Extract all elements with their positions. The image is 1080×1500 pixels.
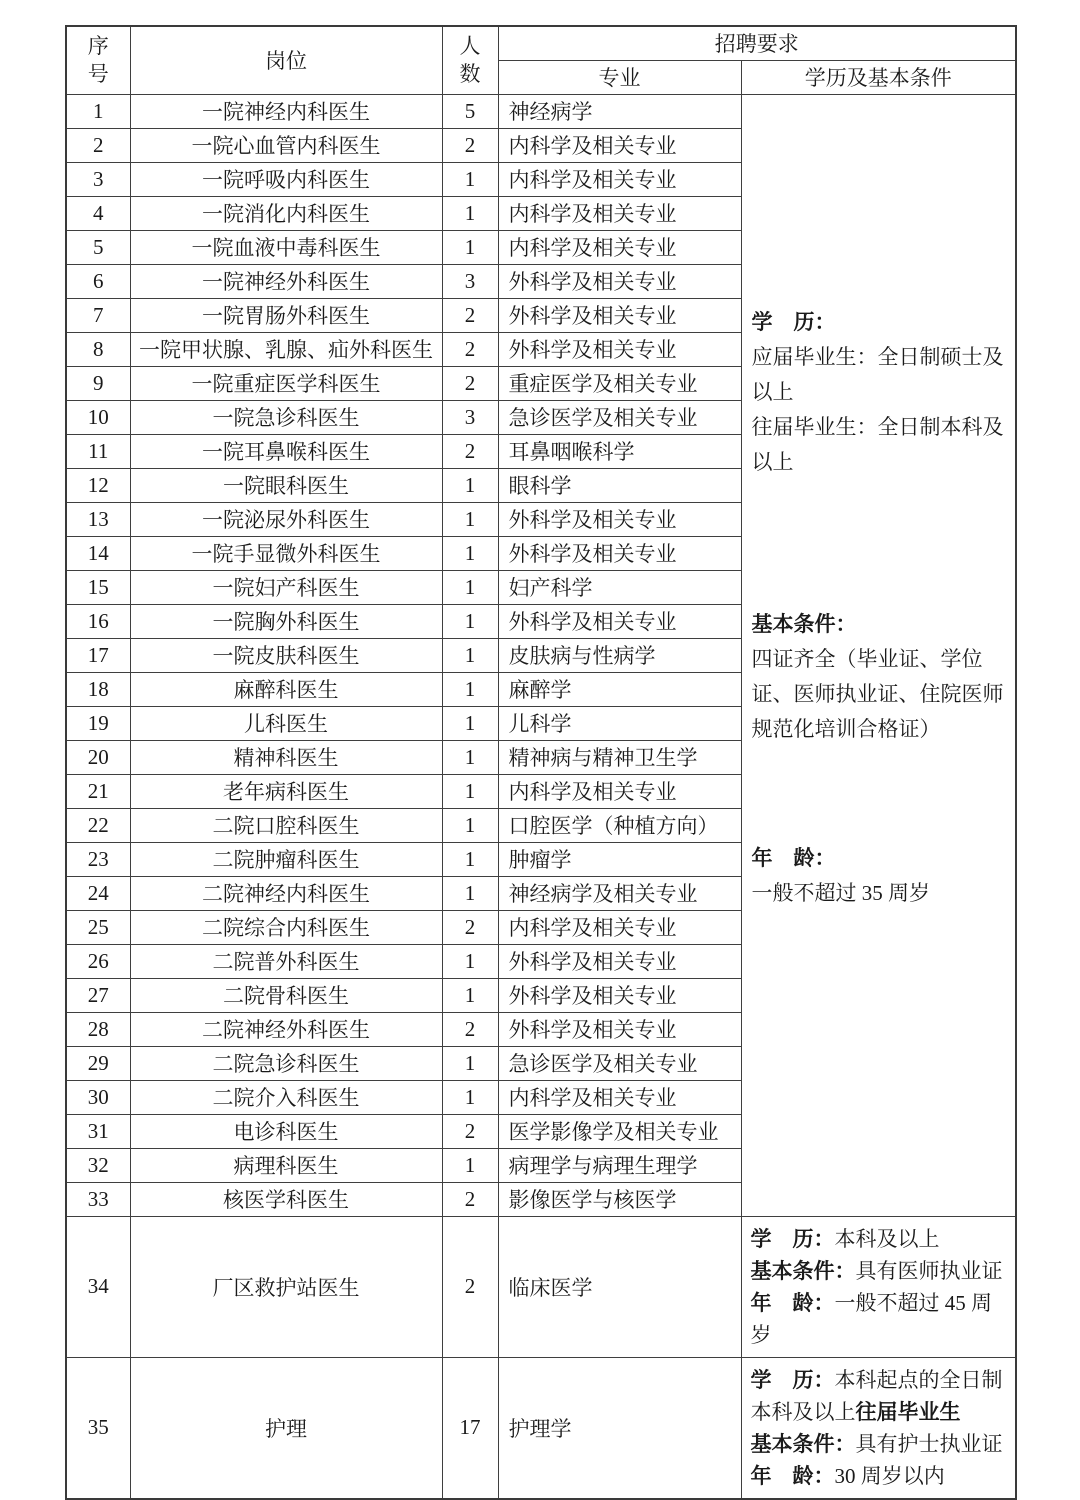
- position-cell: 二院普外科医生: [130, 944, 442, 978]
- table-body: [66, 94, 1016, 1499]
- basic-conditions-label: 基本条件：: [750, 1431, 856, 1456]
- basic-conditions-text: 四证齐全（毕业证、学位证、医师执业证、住院医师规范化培训合格证）: [751, 646, 1004, 741]
- header-row-top: [66, 26, 1016, 60]
- row-number-cell: 22: [66, 808, 130, 842]
- education-text-emphasis: 往届毕业生: [855, 1399, 961, 1424]
- count-cell: 1: [442, 1148, 498, 1182]
- major-cell: 精神病与精神卫生学: [498, 740, 741, 774]
- row-number-cell: 16: [66, 604, 130, 638]
- position-cell: 一院手显微外科医生: [130, 536, 442, 570]
- count-cell: 3: [442, 400, 498, 434]
- count-cell: 1: [442, 842, 498, 876]
- row-number-cell: 18: [66, 672, 130, 706]
- major-cell: 妇产科学: [498, 570, 741, 604]
- major-cell: 皮肤病与性病学: [498, 638, 741, 672]
- row-number-cell: 25: [66, 910, 130, 944]
- count-cell: 2: [442, 910, 498, 944]
- row-number-cell: 13: [66, 502, 130, 536]
- header-education: 学历及基本条件: [741, 60, 1016, 94]
- position-cell: 厂区救护站医生: [130, 1216, 442, 1357]
- header-count: [442, 26, 498, 94]
- row-number-cell: 15: [66, 570, 130, 604]
- major-cell: 眼科学: [498, 468, 741, 502]
- major-cell: 外科学及相关专业: [498, 978, 741, 1012]
- education-previous-graduates-line: 往届毕业生：全日制本科及以上: [751, 414, 1004, 474]
- position-cell: 二院肿瘤科医生: [130, 842, 442, 876]
- position-cell: 一院胃肠外科医生: [130, 298, 442, 332]
- count-cell: 1: [442, 706, 498, 740]
- basic-conditions-text: 具有护士执业证: [855, 1431, 1003, 1456]
- row-number-cell: 27: [66, 978, 130, 1012]
- count-cell: 3: [442, 264, 498, 298]
- position-cell: 二院神经内科医生: [130, 876, 442, 910]
- count-cell: 1: [442, 638, 498, 672]
- count-cell: 1: [442, 876, 498, 910]
- count-cell: 1: [442, 468, 498, 502]
- major-cell: 口腔医学（种植方向）: [498, 808, 741, 842]
- header-no-label: 序号: [87, 33, 109, 87]
- education-label: 学 历：: [751, 309, 836, 334]
- position-cell: 一院血液中毒科医生: [130, 230, 442, 264]
- major-cell: 外科学及相关专业: [498, 1012, 741, 1046]
- major-cell: 重症医学及相关专业: [498, 366, 741, 400]
- major-cell: 外科学及相关专业: [498, 298, 741, 332]
- count-cell: 1: [442, 808, 498, 842]
- education-requirement-block: [752, 305, 1011, 480]
- position-cell: 护理: [130, 1357, 442, 1499]
- count-cell: 1: [442, 978, 498, 1012]
- position-cell: 二院口腔科医生: [130, 808, 442, 842]
- education-fresh-graduates-line: 应届毕业生：全日制硕士及以上: [751, 344, 1004, 404]
- major-cell: 耳鼻咽喉科学: [498, 434, 741, 468]
- row-number-cell: 4: [66, 196, 130, 230]
- row-number-cell: 8: [66, 332, 130, 366]
- row-number-cell: 19: [66, 706, 130, 740]
- position-cell: 一院重症医学科医生: [130, 366, 442, 400]
- header-position: 岗位: [130, 26, 442, 94]
- major-cell: 内科学及相关专业: [498, 162, 741, 196]
- age-text: 一般不超过 35 周岁: [751, 880, 930, 905]
- major-cell: 儿科学: [498, 706, 741, 740]
- position-cell: 一院神经内科医生: [130, 94, 442, 128]
- position-cell: 一院耳鼻喉科医生: [130, 434, 442, 468]
- position-cell: 一院胸外科医生: [130, 604, 442, 638]
- position-cell: 精神科医生: [130, 740, 442, 774]
- row-number-cell: 7: [66, 298, 130, 332]
- row-number-cell: 31: [66, 1114, 130, 1148]
- count-cell: 2: [442, 332, 498, 366]
- count-cell: 1: [442, 604, 498, 638]
- position-cell: 核医学科医生: [130, 1182, 442, 1216]
- major-cell: 外科学及相关专业: [498, 502, 741, 536]
- count-cell: 2: [442, 1012, 498, 1046]
- major-cell: 神经病学: [498, 94, 741, 128]
- row-number-cell: 35: [66, 1357, 130, 1499]
- count-cell: 1: [442, 1046, 498, 1080]
- education-label: 学 历：: [750, 1226, 835, 1251]
- count-cell: 1: [442, 162, 498, 196]
- position-cell: 二院神经外科医生: [130, 1012, 442, 1046]
- position-cell: 二院骨科医生: [130, 978, 442, 1012]
- row-number-cell: 29: [66, 1046, 130, 1080]
- count-cell: 1: [442, 672, 498, 706]
- row-number-cell: 6: [66, 264, 130, 298]
- age-label: 年 龄：: [751, 845, 836, 870]
- basic-conditions-text: 具有医师执业证: [855, 1258, 1003, 1283]
- education-text: 本科及以上: [834, 1226, 940, 1251]
- major-cell: 急诊医学及相关专业: [498, 1046, 741, 1080]
- major-cell: 外科学及相关专业: [498, 536, 741, 570]
- major-cell: 内科学及相关专业: [498, 774, 741, 808]
- basic-conditions-block: [752, 607, 1011, 747]
- count-cell: 5: [442, 94, 498, 128]
- row-number-cell: 30: [66, 1080, 130, 1114]
- row-number-cell: 33: [66, 1182, 130, 1216]
- row-number-cell: 17: [66, 638, 130, 672]
- major-cell: 神经病学及相关专业: [498, 876, 741, 910]
- education-cell: [741, 1357, 1016, 1499]
- major-cell: 外科学及相关专业: [498, 604, 741, 638]
- table-row-35: [66, 1357, 1016, 1499]
- position-cell: 二院介入科医生: [130, 1080, 442, 1114]
- major-cell: 内科学及相关专业: [498, 196, 741, 230]
- position-cell: 儿科医生: [130, 706, 442, 740]
- major-cell: 急诊医学及相关专业: [498, 400, 741, 434]
- major-cell: 外科学及相关专业: [498, 264, 741, 298]
- count-cell: 2: [442, 1216, 498, 1357]
- count-cell: 2: [442, 1182, 498, 1216]
- row-number-cell: 24: [66, 876, 130, 910]
- basic-conditions-line: [751, 1255, 1012, 1287]
- position-cell: 麻醉科医生: [130, 672, 442, 706]
- row-number-cell: 21: [66, 774, 130, 808]
- major-cell: 内科学及相关专业: [498, 910, 741, 944]
- education-line: [751, 1364, 1012, 1428]
- position-cell: 二院急诊科医生: [130, 1046, 442, 1080]
- count-cell: 1: [442, 1080, 498, 1114]
- age-line: [751, 1460, 1012, 1492]
- row-number-cell: 10: [66, 400, 130, 434]
- position-cell: 二院综合内科医生: [130, 910, 442, 944]
- count-cell: 1: [442, 774, 498, 808]
- major-cell: 护理学: [498, 1357, 741, 1499]
- position-cell: 一院呼吸内科医生: [130, 162, 442, 196]
- age-text: 一般不超过 45 周岁: [750, 1290, 992, 1347]
- row-number-cell: 28: [66, 1012, 130, 1046]
- recruitment-table-page: [0, 25, 1080, 1499]
- position-cell: 一院心血管内科医生: [130, 128, 442, 162]
- major-cell: 外科学及相关专业: [498, 944, 741, 978]
- header-no: [66, 26, 130, 94]
- major-cell: 医学影像学及相关专业: [498, 1114, 741, 1148]
- major-cell: 肿瘤学: [498, 842, 741, 876]
- row-number-cell: 1: [66, 94, 130, 128]
- age-requirement-block: [752, 841, 1011, 911]
- row-number-cell: 5: [66, 230, 130, 264]
- major-cell: 内科学及相关专业: [498, 1080, 741, 1114]
- row-number-cell: 3: [66, 162, 130, 196]
- position-cell: 一院消化内科医生: [130, 196, 442, 230]
- position-cell: 一院眼科医生: [130, 468, 442, 502]
- count-cell: 1: [442, 570, 498, 604]
- row-number-cell: 14: [66, 536, 130, 570]
- row-number-cell: 12: [66, 468, 130, 502]
- basic-conditions-label: 基本条件：: [750, 1258, 856, 1283]
- count-cell: 2: [442, 298, 498, 332]
- count-cell: 2: [442, 128, 498, 162]
- row-number-cell: 2: [66, 128, 130, 162]
- position-cell: 老年病科医生: [130, 774, 442, 808]
- row-number-cell: 23: [66, 842, 130, 876]
- header-major: 专业: [498, 60, 741, 94]
- count-cell: 1: [442, 944, 498, 978]
- major-cell: 内科学及相关专业: [498, 128, 741, 162]
- age-line: [751, 1287, 1012, 1351]
- age-label: 年 龄：: [750, 1290, 835, 1315]
- count-cell: 2: [442, 1114, 498, 1148]
- education-requirements-merged-cell: [741, 94, 1016, 1216]
- row-number-cell: 26: [66, 944, 130, 978]
- major-cell: 外科学及相关专业: [498, 332, 741, 366]
- age-text: 30 周岁以内: [834, 1463, 945, 1488]
- major-cell: 内科学及相关专业: [498, 230, 741, 264]
- position-cell: 一院泌尿外科医生: [130, 502, 442, 536]
- age-label: 年 龄：: [750, 1463, 835, 1488]
- count-cell: 1: [442, 536, 498, 570]
- major-cell: 影像医学与核医学: [498, 1182, 741, 1216]
- major-cell: 临床医学: [498, 1216, 741, 1357]
- basic-conditions-line: [751, 1428, 1012, 1460]
- row-number-cell: 32: [66, 1148, 130, 1182]
- count-cell: 17: [442, 1357, 498, 1499]
- count-cell: 1: [442, 740, 498, 774]
- position-cell: 病理科医生: [130, 1148, 442, 1182]
- count-cell: 1: [442, 502, 498, 536]
- major-cell: 病理学与病理生理学: [498, 1148, 741, 1182]
- row-number-cell: 34: [66, 1216, 130, 1357]
- position-cell: 一院皮肤科医生: [130, 638, 442, 672]
- table-row-34: [66, 1216, 1016, 1357]
- position-cell: 一院妇产科医生: [130, 570, 442, 604]
- count-cell: 2: [442, 366, 498, 400]
- position-cell: 电诊科医生: [130, 1114, 442, 1148]
- count-cell: 1: [442, 196, 498, 230]
- education-cell: [741, 1216, 1016, 1357]
- table-row: [66, 94, 1016, 128]
- count-cell: 1: [442, 230, 498, 264]
- basic-conditions-label: 基本条件：: [751, 611, 857, 636]
- header-count-label: 人数: [459, 33, 481, 87]
- table-header: [66, 26, 1016, 94]
- position-cell: 一院急诊科医生: [130, 400, 442, 434]
- row-number-cell: 20: [66, 740, 130, 774]
- education-text: 本科起点的全日制本科及以上: [750, 1367, 1003, 1424]
- major-cell: 麻醉学: [498, 672, 741, 706]
- count-cell: 2: [442, 434, 498, 468]
- education-line: [751, 1223, 1012, 1255]
- row-number-cell: 9: [66, 366, 130, 400]
- header-requirements: 招聘要求: [498, 26, 1016, 60]
- recruitment-table: [65, 25, 1017, 1500]
- education-label: 学 历：: [750, 1367, 835, 1392]
- position-cell: 一院甲状腺、乳腺、疝外科医生: [130, 332, 442, 366]
- row-number-cell: 11: [66, 434, 130, 468]
- position-cell: 一院神经外科医生: [130, 264, 442, 298]
